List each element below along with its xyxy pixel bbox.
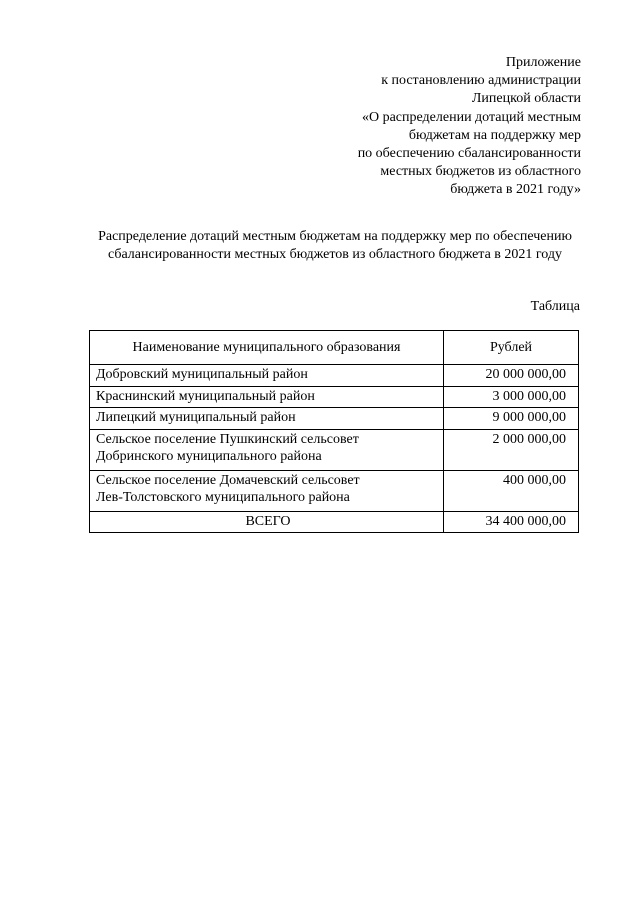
appendix-line: по обеспечению сбалансированности [357,146,581,162]
row-name-line: Сельское поселение Домачевский сельсовет [96,472,360,488]
appendix-line: местных бюджетов из областного [380,164,581,180]
row-name [90,365,444,387]
row-amount: 3 000 000,00 [444,386,579,408]
table-row [90,429,579,470]
table-caption: Таблица [530,299,580,314]
subsidy-table [89,330,579,533]
table-row [90,365,579,387]
appendix-line: Липецкой области [471,91,581,107]
row-name [90,386,444,408]
total-amount: 34 400 000,00 [444,511,579,533]
table-row [90,470,579,511]
row-amount: 400 000,00 [444,470,579,511]
row-name [90,408,444,430]
row-name-line: Лев-Толстовского муниципального района [96,490,350,505]
appendix-line: к постановлению администрации [381,73,581,89]
table-row [90,386,579,408]
row-name-line: Липецкий муниципальный район [96,410,296,425]
row-name [90,470,444,511]
document-title: Распределение дотаций местным бюджетам на поддержку мер по обеспечению сбалансированности местных бюджетов из областного бюджета в 2021 году [98,229,572,263]
row-name-line: Краснинский муниципальный район [96,388,315,404]
total-label: ВСЕГО [90,511,444,533]
table-header-row [90,331,579,365]
row-name [90,429,444,470]
appendix-line: «О распределении дотаций местным [361,109,581,125]
row-name-line: Добровский муниципальный район [96,367,308,382]
appendix-line: Приложение [505,55,581,70]
row-amount: 20 000 000,00 [444,365,579,387]
row-amount: 2 000 000,00 [444,429,579,470]
table-row [90,408,579,430]
column-header-name: Наименование муниципального образования [90,331,444,365]
row-name-line: Сельское поселение Пушкинский сельсовет [96,431,359,447]
appendix-header [281,54,581,200]
row-name-line: Добринского муниципального района [96,449,322,464]
row-amount: 9 000 000,00 [444,408,579,430]
appendix-line: бюджета в 2021 году» [450,182,581,198]
column-header-amount: Рублей [444,331,579,365]
appendix-line: бюджетам на поддержку мер [408,127,581,143]
table-total-row [90,511,579,533]
